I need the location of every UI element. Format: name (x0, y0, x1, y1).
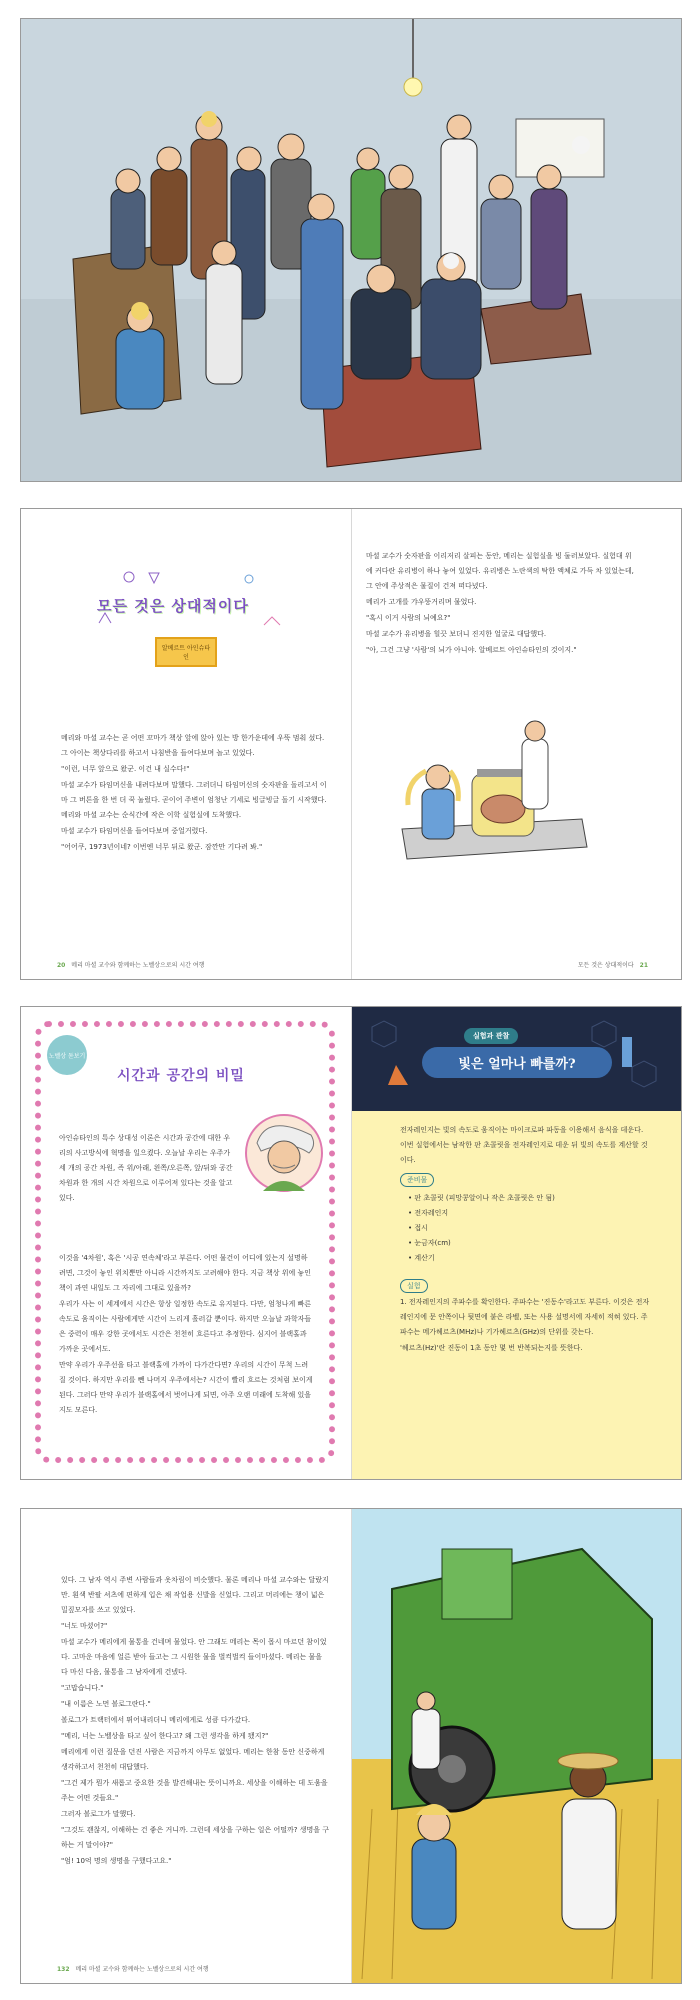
list-item: • 전자레인지 (408, 1209, 449, 1217)
paragraph: "어어쿠, 1973년이네? 이번엔 너무 뒤로 왔군. 잠깐만 기다려 봐." (61, 843, 263, 851)
paragraph: "이런, 너무 앞으로 왔군. 이건 내 실수다!" (61, 765, 190, 773)
paragraph: "메리, 너는 노벨상을 타고 싶어 한다고? 왜 그런 생각을 하게 됐지?" (61, 1732, 269, 1740)
materials-label: 준비물 (400, 1173, 434, 1187)
chapter-title-footer: 모든 것은 상대적이다 (577, 962, 634, 969)
method-label: 실험 (400, 1279, 428, 1293)
experiment-intro: 전자레인지는 빛의 속도로 움직이는 마이크로파 파동을 이용해서 음식을 데운다. 이번 실험에서는 남작한 판 초콜릿을 전자레인지로 데운 뒤 빛의 속도를 계산할 것이다. (400, 1126, 648, 1164)
spread-time-space (20, 1006, 682, 1480)
paragraph: "엄! 10억 명의 생명을 구했다고요." (61, 1857, 172, 1865)
paragraph: 그러자 볼로그가 말했다. (61, 1810, 136, 1818)
method-steps (400, 1295, 650, 1357)
paragraph: 우리가 사는 이 세계에서 시간은 항상 일정한 속도로 유지된다. 다만, 엄청나게 빠른 속도로 움직이는 사람에게만 시간이 느리게 흘러갈 뿐이다. 하지만 오늘날 과학자들은 중력이 매우 강한 곳에서도 시간은 천천히 흐른다고 추정한다. 심지어 블랙홀과 가까운 곳에서도. (59, 1300, 312, 1353)
paragraph: 메리와 마셜 교수는 곧 어떤 꼬마가 책상 앞에 앉아 있는 방 한가운데에 우뚝 멈춰 섰다. 그 아이는 책상다리를 하고서 나침반을 들여다보며 놀고 있었다. (61, 734, 325, 757)
experiment-title: 빛은 얼마나 빠를까? (422, 1047, 612, 1078)
page-left (21, 509, 351, 979)
body-text-left (61, 1573, 331, 1870)
chapter-title: 모든 것은 상대적이다 (97, 597, 249, 615)
paragraph: "내 이름은 노먼 볼로그란다." (61, 1700, 151, 1708)
paragraph: 마셜 교수가 타임머신을 내려다보며 말했다. 그러더니 타임머신의 숫자판을 돌리고서 이마 그 버튼을 한 번 더 꾹 눌렀다. 곧이어 주변이 엄청난 기세로 빙글빙글 돌기 시작했다. 메리와 마셜 교수는 순식간에 작은 이학 실험실에 도착했다. (61, 781, 327, 819)
page-right (352, 509, 682, 979)
paragraph: 1. 전자레인지의 주파수를 확인한다. 주파수는 '진동수'라고도 부른다. 이것은 전자레인지에 문 안쪽이나 뒷면에 붙은 라벨, 또는 사용 설명서에 자세히 적혀 있다. 주파수는 메가헤르츠(MHz)나 기가헤르츠(GHz)의 단위를 갖는다. (400, 1298, 650, 1336)
book-title-footer: 메리 마셜 교수와 함께하는 노벨상으로의 시간 여행 (71, 962, 205, 969)
name-badge: 알베르트 아인슈타인 (155, 637, 217, 667)
page-footer-left (57, 960, 204, 969)
paragraph: 마셜 교수가 유리병을 힐끗 보더니 진지한 얼굴로 대답했다. (366, 630, 547, 638)
paragraph: '헤르츠(Hz)'란 진동이 1초 동안 몇 번 반복되는지를 뜻한다. (400, 1344, 583, 1352)
sidebar-body (59, 1131, 235, 1207)
paragraph: 볼로그가 트랙터에서 뛰어내리더니 메리에게로 성큼 다가갔다. (61, 1716, 251, 1724)
paragraph: 마셜 교수가 타임머신을 들여다보며 중얼거렸다. (61, 827, 208, 835)
sidebar-title: 시간과 공간의 비밀 (117, 1068, 245, 1084)
illustration-wheat-harvester (352, 1509, 682, 1983)
paragraph: 메리에게 이런 질문을 던진 사람은 지금까지 아무도 없었다. 메리는 한참 동안 신중하게 생각하고서 천천히 대답했다. (61, 1748, 325, 1771)
paragraph: "그건 제가 뭔가 새롭고 중요한 것을 발견해내는 뜻이니까요. 세상을 이해하는 데 도움을 주는 어떤 것들요." (61, 1779, 328, 1802)
list-item: • 계산기 (408, 1254, 435, 1262)
paragraph: 있다. 그 남자 역시 주변 사람들과 옷차림이 비슷했다. 물론 메리나 마셜 교수와는 달랐지만. 흰색 반팔 셔츠에 편하게 입은 채 작업용 신발을 신었다. 그리고 머리에는 챙이 넓은 밀짚모자를 쓰고 있었다. (61, 1576, 329, 1614)
experiment-banner (352, 1007, 682, 1111)
book-title-footer: 메리 마셜 교수와 함께하는 노벨상으로의 시간 여행 (75, 1966, 209, 1973)
paragraph: 마셜 교수가 메리에게 물통을 건네며 물었다. 안 그래도 메리는 목이 몹시 마르던 참이었다. 고마운 마음에 얼른 받아 들고는 그 시원한 물을 벌컥벌컥 들이마셨다. 메리는 물을 다 마신 다음, 물통을 그 남자에게 건넸다. (61, 1638, 327, 1676)
page-left (21, 1007, 351, 1479)
illustration-spread-meeting (20, 18, 682, 482)
list-item: • 눈금자(cm) (408, 1239, 451, 1247)
corner-badge: 노벨상 돋보기 (47, 1035, 87, 1075)
page-right (352, 1007, 682, 1479)
sidebar-body-cont (59, 1251, 313, 1419)
paragraph: "너도 마셨어?" (61, 1622, 108, 1630)
illustration-brain-jar (392, 719, 592, 869)
paragraph: "그것도 괜찮지, 이해하는 건 좋은 거니까. 그런데 세상을 구하는 일은 어떨까? 생명을 구하는 거 말이야?" (61, 1826, 329, 1849)
section-pill: 실험과 관찰 (464, 1028, 518, 1044)
paragraph: "고맙습니다." (61, 1684, 104, 1692)
paragraph: 마셜 교수가 숫자판을 이리저리 살피는 동안, 메리는 실험실을 빙 둘러보았다. 실험대 위에 커다란 유리병이 하나 놓여 있었다. 유리병은 노란색의 탁한 액체로 가득 차 있었는데, 그 안에 주상적은 물질이 건져 떠다녔다. (366, 552, 634, 590)
paragraph: "아, 그건 그냥 '사람'의 뇌가 아니야. 알베르트 아인슈타인의 것이지." (366, 646, 577, 654)
einstein-portrait (243, 1107, 325, 1199)
paragraph: "혹시 이거 사람의 뇌예요?" (366, 614, 451, 622)
spread-relativity-intro (20, 508, 682, 980)
paragraph: 아인슈타인의 특수 상대성 이론은 시간과 공간에 대한 우리의 사고방식에 혁명을 일으켰다. 오늘날 우리는 우주가 세 개의 공간 차원, 즉 위/아래, 왼쪽/오른쪽, 앞/뒤와 공간 차원과 한 개의 시간 차원으로 이루어져 있다는 것을 알고 있다. (59, 1134, 233, 1202)
page-left (21, 1509, 351, 1983)
page-footer-left (57, 1964, 209, 1973)
page-number: 132 (57, 1966, 70, 1973)
materials-list (400, 1191, 650, 1266)
illustration-scientists-meeting (21, 19, 681, 481)
list-item: • 접시 (408, 1224, 428, 1232)
list-item: • 판 초콜릿 (피망콩알이나 작은 초콜릿은 안 됨) (408, 1194, 555, 1202)
spread-borlaug (20, 1508, 682, 1984)
paragraph: 메리가 고개를 갸우뚱거리며 물었다. (366, 598, 477, 606)
body-text-right (366, 549, 636, 659)
paragraph: 만약 우리가 우주선을 타고 블랙홀에 가까이 다가간다면? 우리의 시간이 무척 느려질 것이다. 하지만 우리를 뺀 나머지 우주에서는? 시간이 빨리 흐르는 것처럼 보이게 된다. 그러다 만약 우리가 블랙홀에서 벗어나게 되면, 아주 오랜 미래에 도착해 있을지도 모른다. (59, 1361, 313, 1414)
page-right-illustration (352, 1509, 682, 1983)
page-number: 20 (57, 962, 66, 969)
paragraph: 이것을 '4차원', 혹은 '시공 연속체'라고 부른다. 어떤 물건이 어디에 있는지 설명하려면, 그것이 놓인 위치뿐만 아니라 시간까지도 고려해야 한다. 지금 책상 위에 놓인 책이 과연 내일도 그 자리에 그대로 있을까? (59, 1254, 312, 1292)
body-text-left (61, 731, 331, 856)
page-footer-right (578, 960, 652, 969)
page-number: 21 (639, 962, 648, 969)
